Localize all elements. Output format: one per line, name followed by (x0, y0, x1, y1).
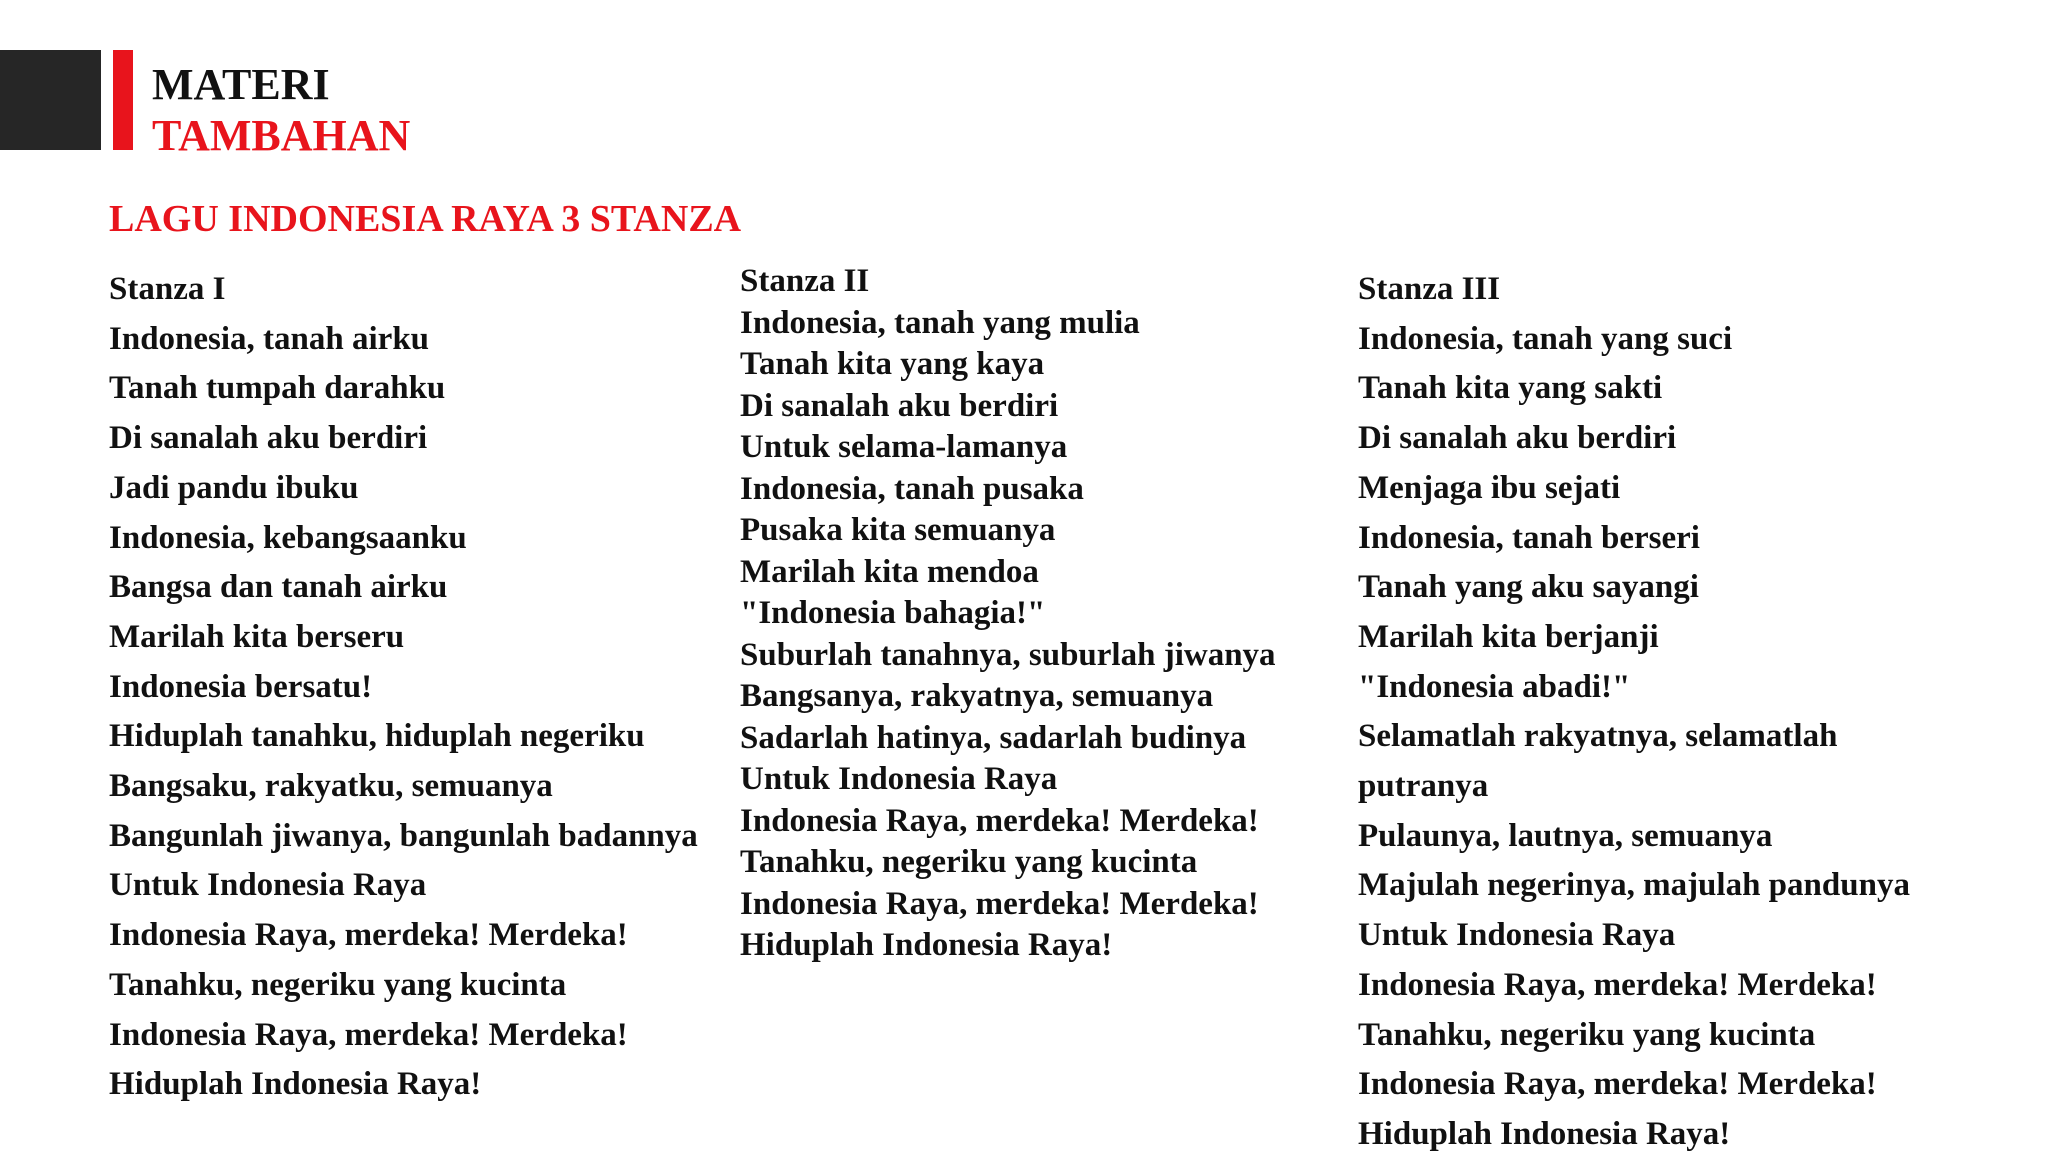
lyric-line: Indonesia Raya, merdeka! Merdeka! (740, 802, 1259, 839)
lyric-line: Bangsanya, rakyatnya, semuanya (740, 678, 1214, 714)
lyric-line: Untuk Indonesia Raya (109, 867, 427, 904)
lyric-line: Indonesia Raya, merdeka! Merdeka! (1358, 966, 1877, 1003)
lyric-line: Menjaga ibu sejati (1358, 469, 1621, 506)
lyric-line: Tanahku, negeriku yang kucinta (740, 844, 1198, 880)
lyric-line: Untuk Indonesia Raya (740, 761, 1058, 797)
lyric-line: Indonesia Raya, merdeka! Merdeka! (740, 885, 1259, 922)
lyric-line: Indonesia, kebangsaanku (109, 519, 467, 556)
lyric-line: "Indonesia abadi!" (1358, 668, 1631, 705)
stanza-1 (109, 265, 698, 1110)
lyric-line: Di sanalah aku berdiri (740, 387, 1059, 424)
stanza-heading: Stanza II (740, 263, 870, 299)
section-heading: LAGU INDONESIA RAYA 3 STANZA (109, 198, 742, 240)
lyric-line: "Indonesia bahagia!" (740, 595, 1046, 631)
lyric-line: Indonesia bersatu! (109, 668, 373, 705)
lyric-line: Tanahku, negeriku yang kucinta (109, 966, 567, 1003)
lyric-line: Indonesia, tanah pusaka (740, 470, 1084, 507)
lyric-line: Bangsaku, rakyatku, semuanya (109, 768, 553, 805)
lyric-line: Hiduplah Indonesia Raya! (109, 1066, 482, 1103)
lyric-line: Pusaka kita semuanya (740, 512, 1056, 548)
header-accent-bar (113, 50, 133, 150)
lyric-line: Indonesia Raya, merdeka! Merdeka! (1358, 1066, 1877, 1103)
lyric-line: Marilah kita berjanji (1358, 618, 1659, 655)
lyric-line: Selamatlah rakyatnya, selamatlah (1358, 718, 1838, 755)
stanza-3 (1358, 265, 1910, 1160)
slide-title-line-2: TAMBAHAN (152, 111, 411, 160)
lyric-line: Di sanalah aku berdiri (109, 420, 428, 457)
lyric-line: Tanah yang aku sayangi (1358, 569, 1699, 606)
lyric-line: Indonesia, tanah yang suci (1358, 320, 1733, 357)
stanza-heading: Stanza I (109, 271, 226, 307)
stanza-2 (740, 261, 1276, 967)
lyric-line: Pulaunya, lautnya, semuanya (1358, 817, 1773, 854)
lyric-line: Bangsa dan tanah airku (109, 569, 448, 606)
lyric-line: Indonesia Raya, merdeka! Merdeka! (109, 1016, 628, 1053)
lyric-line: Bangunlah jiwanya, bangunlah badannya (109, 817, 698, 854)
lyric-line: Untuk Indonesia Raya (1358, 917, 1676, 954)
lyric-line: Untuk selama-lamanya (740, 429, 1068, 465)
lyric-line: Indonesia Raya, merdeka! Merdeka! (109, 917, 628, 954)
lyric-line: Marilah kita mendoa (740, 553, 1039, 590)
lyric-line: Hiduplah Indonesia Raya! (1358, 1115, 1731, 1152)
slide-title-line-1: MATERI (152, 60, 330, 109)
lyric-line: Jadi pandu ibuku (109, 469, 359, 506)
lyric-line: putranya (1358, 768, 1489, 805)
lyric-line: Sadarlah hatinya, sadarlah budinya (740, 719, 1247, 756)
lyric-line: Tanah kita yang kaya (740, 346, 1045, 382)
lyric-line: Majulah negerinya, majulah pandunya (1358, 867, 1910, 904)
stanza-heading: Stanza III (1358, 271, 1501, 307)
lyric-line: Tanah tumpah darahku (109, 370, 446, 407)
lyric-line: Tanah kita yang sakti (1358, 370, 1663, 407)
lyric-line: Hiduplah tanahku, hiduplah negeriku (109, 718, 645, 755)
header-dark-block (0, 50, 101, 150)
lyric-line: Suburlah tanahnya, suburlah jiwanya (740, 636, 1276, 673)
lyric-line: Indonesia, tanah airku (109, 320, 430, 357)
lyric-line: Tanahku, negeriku yang kucinta (1358, 1016, 1816, 1053)
lyric-line: Indonesia, tanah yang mulia (740, 304, 1140, 341)
lyric-line: Hiduplah Indonesia Raya! (740, 927, 1113, 963)
lyric-line: Di sanalah aku berdiri (1358, 420, 1677, 457)
lyric-line: Marilah kita berseru (109, 618, 405, 655)
lyric-line: Indonesia, tanah berseri (1358, 519, 1700, 556)
